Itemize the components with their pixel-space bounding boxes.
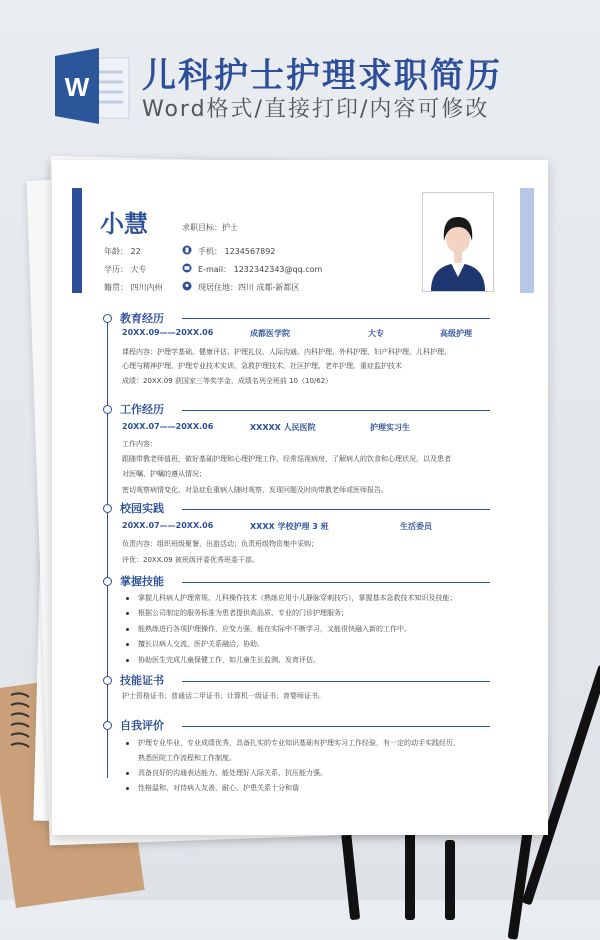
campus-org: XXXX 学校护理 3 班 (250, 522, 329, 531)
page-title: 儿科护士护理求职简历 (142, 56, 502, 96)
certs-text: 护士资格证书；普通话二甲证书；计算机一级证书；育婴师证书。 (122, 692, 325, 700)
work-line-2: 对医嘱、护嘱的遵从情况； (122, 470, 206, 478)
education-major: 高级护理 (440, 329, 472, 338)
email-field: E-mail： 1232342343@qq.com (198, 265, 323, 274)
self-item: 具备良好的沟通表达能力，能处理好人际关系，抗压能力强。 (138, 769, 327, 777)
objective-label: 求职目标： (182, 223, 222, 232)
skill-item: 协助医生完成儿童保健工作，如儿童生长监测、发育评估。 (138, 656, 320, 664)
page-subtitle: Word格式/直接打印/内容可修改 (142, 97, 490, 122)
objective-value: 护士 (222, 223, 238, 232)
bullet-icon (126, 772, 129, 775)
bullet-icon (126, 628, 129, 631)
skill-item: 根据公司制定的服务标准为患者提供高品质、专业的门诊护理服务； (138, 609, 348, 617)
phone-icon (182, 245, 192, 255)
section-divider (182, 582, 490, 583)
section-divider (182, 726, 490, 727)
section-divider (182, 509, 490, 510)
work-label: 工作内容： (122, 440, 157, 448)
bullet-icon (126, 787, 129, 790)
profile-photo (422, 192, 494, 292)
timeline-dot (103, 721, 112, 730)
address-field: 现居住地：四川 成都-新都区 (198, 283, 300, 292)
skill-item: 能熟练进行各项护理操作，应变力强，能在实际中不断学习，又能很快融入新的工作中。 (138, 625, 411, 633)
work-line-3: 密切观察病情变化，对急症危重病人随时观察，发现问题及时向带教老师或医师报告。 (122, 486, 388, 494)
section-title-skills: 掌握技能 (120, 575, 164, 588)
accent-bar-right (520, 188, 534, 293)
timeline-dot (103, 314, 112, 323)
work-date: 20XX.07——20XX.06 (122, 422, 214, 431)
campus-role: 生活委员 (400, 522, 432, 531)
hometown-field: 籍贯： 四川内州 (104, 283, 163, 292)
email-icon (182, 263, 192, 273)
bullet-icon (126, 659, 129, 662)
age-field: 年龄： 22 (104, 247, 141, 256)
phone-field: 手机： 1234567892 (198, 247, 276, 256)
timeline-dot (103, 405, 112, 414)
word-icon (55, 46, 135, 126)
section-title-campus: 校园实践 (120, 502, 164, 515)
candidate-name: 小慧 (100, 210, 148, 238)
education-school: 成都医学院 (250, 329, 290, 338)
campus-line-1: 负责内容：组织班级聚餐、出游活动；负责班级物资集中采购； (122, 540, 318, 548)
work-role: 护理实习生 (370, 423, 410, 432)
objective (182, 222, 238, 233)
work-line-1: 跟随带教老师值班，做好基础护理和心理护理工作，经常巡视病房，了解病人的饮食和心理状况，以及患者 (122, 455, 451, 463)
pencil-decoration (405, 830, 415, 920)
pencil-decoration (445, 840, 455, 920)
section-title-self: 自我评价 (120, 719, 164, 732)
section-divider (182, 318, 490, 319)
self-item: 熟悉医院工作流程和工作制度。 (138, 754, 236, 762)
section-divider (182, 410, 490, 411)
resume-paper (52, 160, 548, 835)
accent-bar-left (72, 188, 82, 293)
section-title-work: 工作经历 (120, 403, 164, 416)
section-divider (182, 681, 490, 682)
bullet-icon (126, 597, 129, 600)
self-item: 护理专业毕业，专业成绩优秀，具备扎实的专业知识基础有护理实习工作经验，有一定的动手实践经历， (138, 739, 460, 747)
education-courses-2: 心理与精神护理、护理专业技术实训、急救护理技术、社区护理、老年护理、重症监护技术 (122, 362, 402, 370)
campus-date: 20XX.07——20XX.06 (122, 521, 214, 530)
header (0, 0, 600, 150)
timeline-dot (103, 676, 112, 685)
skill-item: 擅长以病人交流，医护关系融洽，协助。 (138, 640, 264, 648)
location-icon (182, 281, 192, 291)
skill-item: 掌握儿科病人护理常规、儿科操作技术（熟练应用小儿静脉穿刺技巧），掌握基本急救技术知识及技能； (138, 594, 457, 602)
education-date: 20XX.09——20XX.06 (122, 328, 214, 337)
timeline-dot (103, 577, 112, 586)
work-org: XXXXX 人民医院 (250, 423, 316, 432)
education-courses: 课程内容：护理学基础、健康评估、护理礼仪、人际沟通、内科护理、外科护理、妇产科护理、儿科护理、 (122, 348, 451, 356)
education-grades: 成绩：20XX.09 获国家三等奖学金，成绩名列全班前 10（10/62） (122, 377, 333, 385)
section-title-certs: 技能证书 (120, 674, 164, 687)
timeline-line (107, 318, 108, 778)
section-title-education: 教育经历 (120, 312, 164, 325)
word-logo-letter: W (64, 72, 90, 102)
bullet-icon (126, 742, 129, 745)
bullet-icon (126, 643, 129, 646)
education-degree: 大专 (368, 329, 384, 338)
self-item: 性格温和、对待病人友善、耐心、护患关系十分和谐 (138, 784, 299, 792)
campus-line-2: 评优：20XX.09 被班级评委优秀班委干部。 (122, 556, 259, 564)
timeline-dot (103, 504, 112, 513)
bullet-icon (126, 612, 129, 615)
education-field: 学历： 大专 (104, 265, 147, 274)
